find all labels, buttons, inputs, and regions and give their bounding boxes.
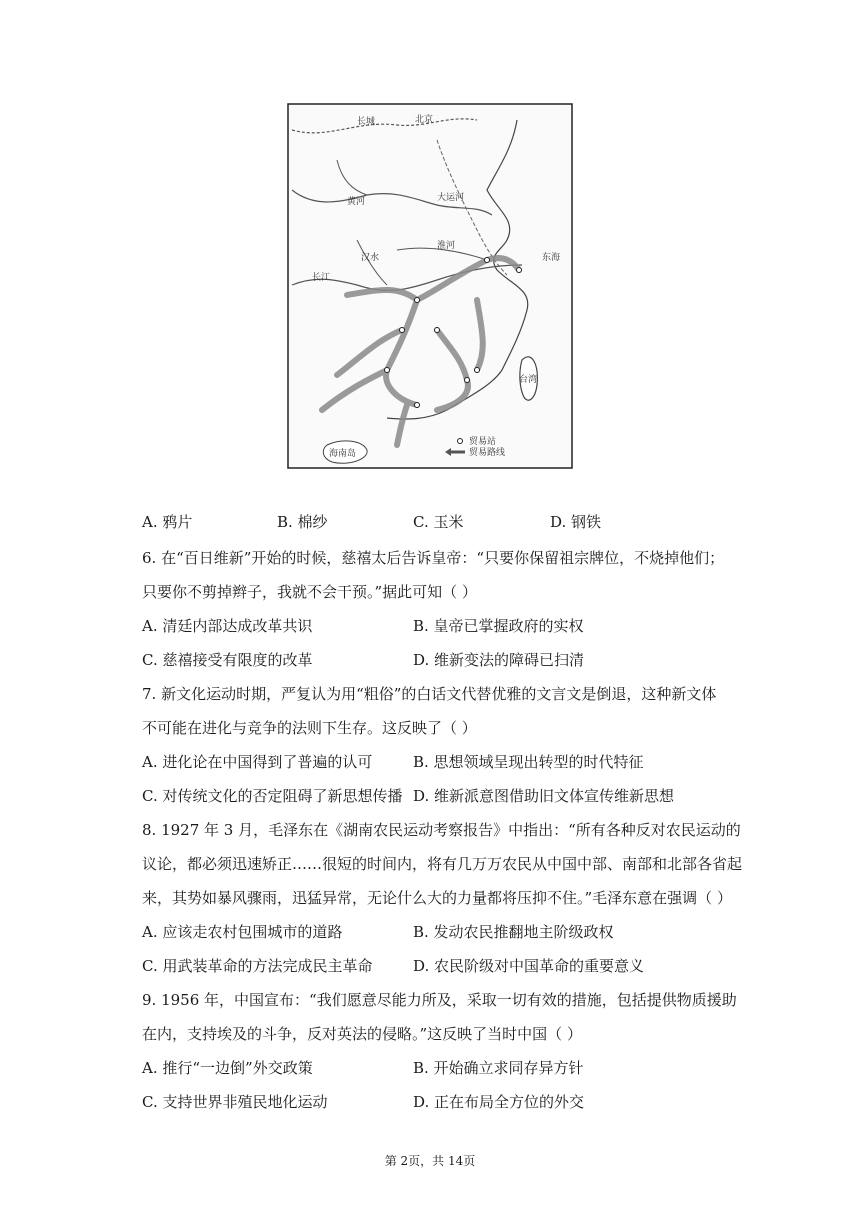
q6-stem-line2: 只要你不剪掉辫子，我就不会干预。”据此可知（ ） (142, 583, 477, 601)
legend-station-label: 贸易站 (469, 437, 497, 447)
map-frame (288, 104, 572, 468)
label-hainan: 海南岛 (329, 449, 357, 459)
q8-option-b: B. 发动农民推翻地主阶级政权 (413, 923, 614, 941)
label-beijing: 北京 (415, 115, 434, 125)
q9-option-c: C. 支持世界非殖民地化运动 (142, 1093, 328, 1111)
label-huanghe: 黄河 (347, 197, 366, 207)
trade-route-map (287, 100, 573, 470)
station-marker (435, 328, 440, 333)
q7-option-b: B. 思想领域呈现出转型的时代特征 (413, 753, 644, 771)
station-marker (475, 368, 480, 373)
station-marker (400, 328, 405, 333)
station-marker (385, 368, 390, 373)
map-svg (287, 100, 573, 470)
q6-option-b: B. 皇帝已掌握政府的实权 (413, 617, 584, 635)
q5-option-b: B. 棉纱 (277, 513, 328, 531)
q9-option-d: D. 正在布局全方位的外交 (413, 1093, 585, 1111)
label-dayunhe: 大运河 (437, 193, 465, 203)
station-marker (415, 298, 420, 303)
q6-stem-line1: 6. 在“百日维新”开始的时候，慈禧太后告诉皇帝：“只要你保留祖宗牌位，不烧掉他们； (142, 549, 725, 567)
q9-option-b: B. 开始确立求同存异方针 (413, 1059, 584, 1077)
station-marker (517, 268, 522, 273)
label-donghai: 东海 (542, 253, 561, 263)
q8-option-d: D. 农民阶级对中国革命的重要意义 (413, 957, 645, 975)
q9-stem-line1: 9. 1956 年，中国宣布：“我们愿意尽能力所及，采取一切有效的措施，包括提供物质援助 (142, 991, 737, 1009)
q5-option-a: A. 鸦片 (142, 513, 193, 531)
q8-stem-line1: 8. 1927 年 3 月，毛泽东在《湖南农民运动考察报告》中指出：“所有各种反对农民运动的 (142, 821, 741, 839)
label-changcheng: 长城 (357, 117, 376, 127)
q6-option-d: D. 维新变法的障碍已扫清 (413, 651, 585, 669)
q8-stem-line3: 来，其势如暴风骤雨，迅猛异常，无论什么大的力量都将压抑不住。”毛泽东意在强调（ ） (142, 889, 732, 907)
legend-station-symbol (458, 439, 463, 444)
q9-option-a: A. 推行“一边倒”外交政策 (142, 1059, 313, 1077)
legend-route-label: 贸易路线 (469, 448, 506, 458)
q5-option-d: D. 钢铁 (550, 513, 602, 531)
q9-stem-line2: 在内，支持埃及的斗争，反对英法的侵略。”这反映了当时中国（ ） (142, 1025, 582, 1043)
q8-option-c: C. 用武装革命的方法完成民主革命 (142, 957, 373, 975)
q6-option-c: C. 慈禧接受有限度的改革 (142, 651, 313, 669)
q7-stem-line2: 不可能在进化与竞争的法则下生存。这反映了（ ） (142, 719, 477, 737)
q7-option-d: D. 维新派意图借助旧文体宣传维新思想 (413, 787, 675, 805)
label-changjiang: 长江 (312, 273, 331, 283)
q7-option-a: A. 进化论在中国得到了普遍的认可 (142, 753, 373, 771)
label-taiwan: 台湾 (519, 375, 538, 385)
q5-option-c: C. 玉米 (413, 513, 464, 531)
page-footer: 第 2页，共 14页 (384, 1154, 476, 1168)
station-marker (415, 403, 420, 408)
q6-option-a: A. 清廷内部达成改革共识 (142, 617, 313, 635)
q7-stem-line1: 7. 新文化运动时期，严复认为用“粗俗”的白话文代替优雅的文言文是倒退，这种新文体 (142, 685, 717, 703)
label-hanshui: 汉水 (361, 253, 380, 263)
q8-stem-line2: 议论，都必须迅速矫正……很短的时间内，将有几万万农民从中国中部、南部和北部各省起 (142, 855, 743, 873)
station-marker (485, 258, 490, 263)
station-marker (465, 378, 470, 383)
label-huaihe: 淮河 (437, 241, 456, 251)
q7-option-c: C. 对传统文化的否定阻碍了新思想传播 (142, 787, 403, 805)
q8-option-a: A. 应该走农村包围城市的道路 (142, 923, 343, 941)
